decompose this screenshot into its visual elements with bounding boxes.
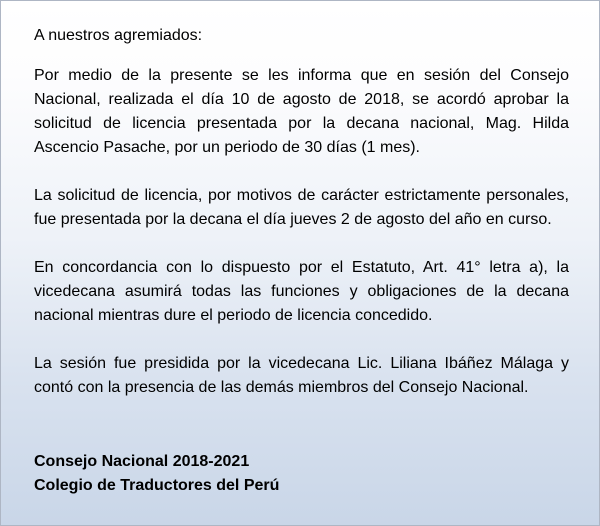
signature-college: Colegio de Traductores del Perú [34,477,280,494]
paragraph-session-agreement: Por medio de la presente se les informa que en sesión del Consejo Nacional, realizada el día 10 de agosto de 2018, se acordó aprobar la solicitud de licencia presentada por la decana nacional, Mag. Hilda Ascencio Pasache, por un periodo de 30 días (1 mes). [34,67,569,156]
paragraph-license-request: La solicitud de licencia, por motivos de carácter estrictamente personales, fue presentada por la decana el día jueves 2 de agosto del año en curso. [34,187,569,228]
signature-council: Consejo Nacional 2018-2021 [34,453,250,470]
paragraph-session-chair: La sesión fue presidida por la vicedecana Lic. Liliana Ibáñez Málaga y contó con la presencia de las demás miembros del Consejo Nacional. [34,355,569,396]
paragraph-statute: En concordancia con lo dispuesto por el Estatuto, Art. 41° letra a), la vicedecana asumirá todas las funciones y obligaciones de la decana nacional mientras dure el periodo de licencia concedido. [34,259,569,324]
greeting: A nuestros agremiados: [34,27,203,44]
signature-block [34,450,569,498]
notice-body [34,24,569,424]
